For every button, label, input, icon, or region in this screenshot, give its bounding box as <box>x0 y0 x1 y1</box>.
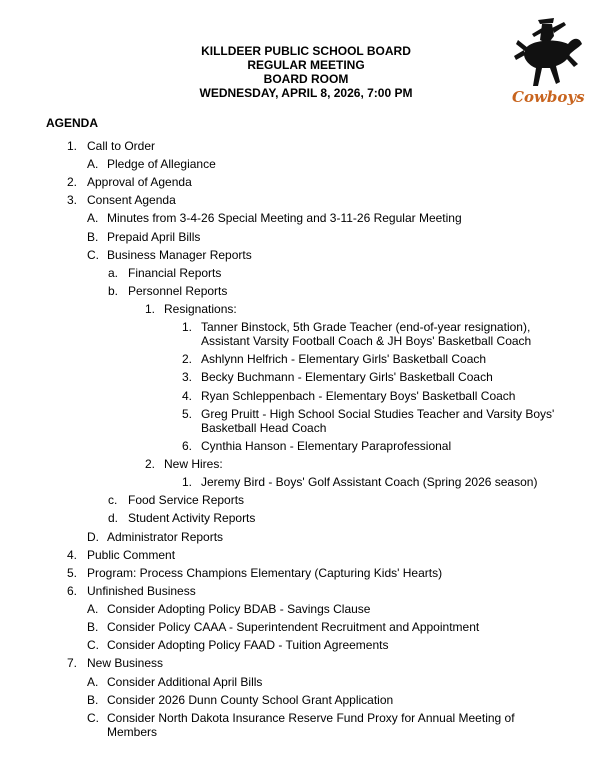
header-date-time: WEDNESDAY, APRIL 8, 2026, 7:00 PM <box>199 86 413 100</box>
header-school-board: KILLDEER PUBLIC SCHOOL BOARD <box>201 44 411 58</box>
header-location: BOARD ROOM <box>263 72 349 86</box>
document-header <box>165 44 447 100</box>
agenda-title: AGENDA <box>46 116 99 130</box>
cowboys-logo-text: Cowboys <box>512 88 585 106</box>
header-meeting-type: REGULAR MEETING <box>247 58 365 72</box>
